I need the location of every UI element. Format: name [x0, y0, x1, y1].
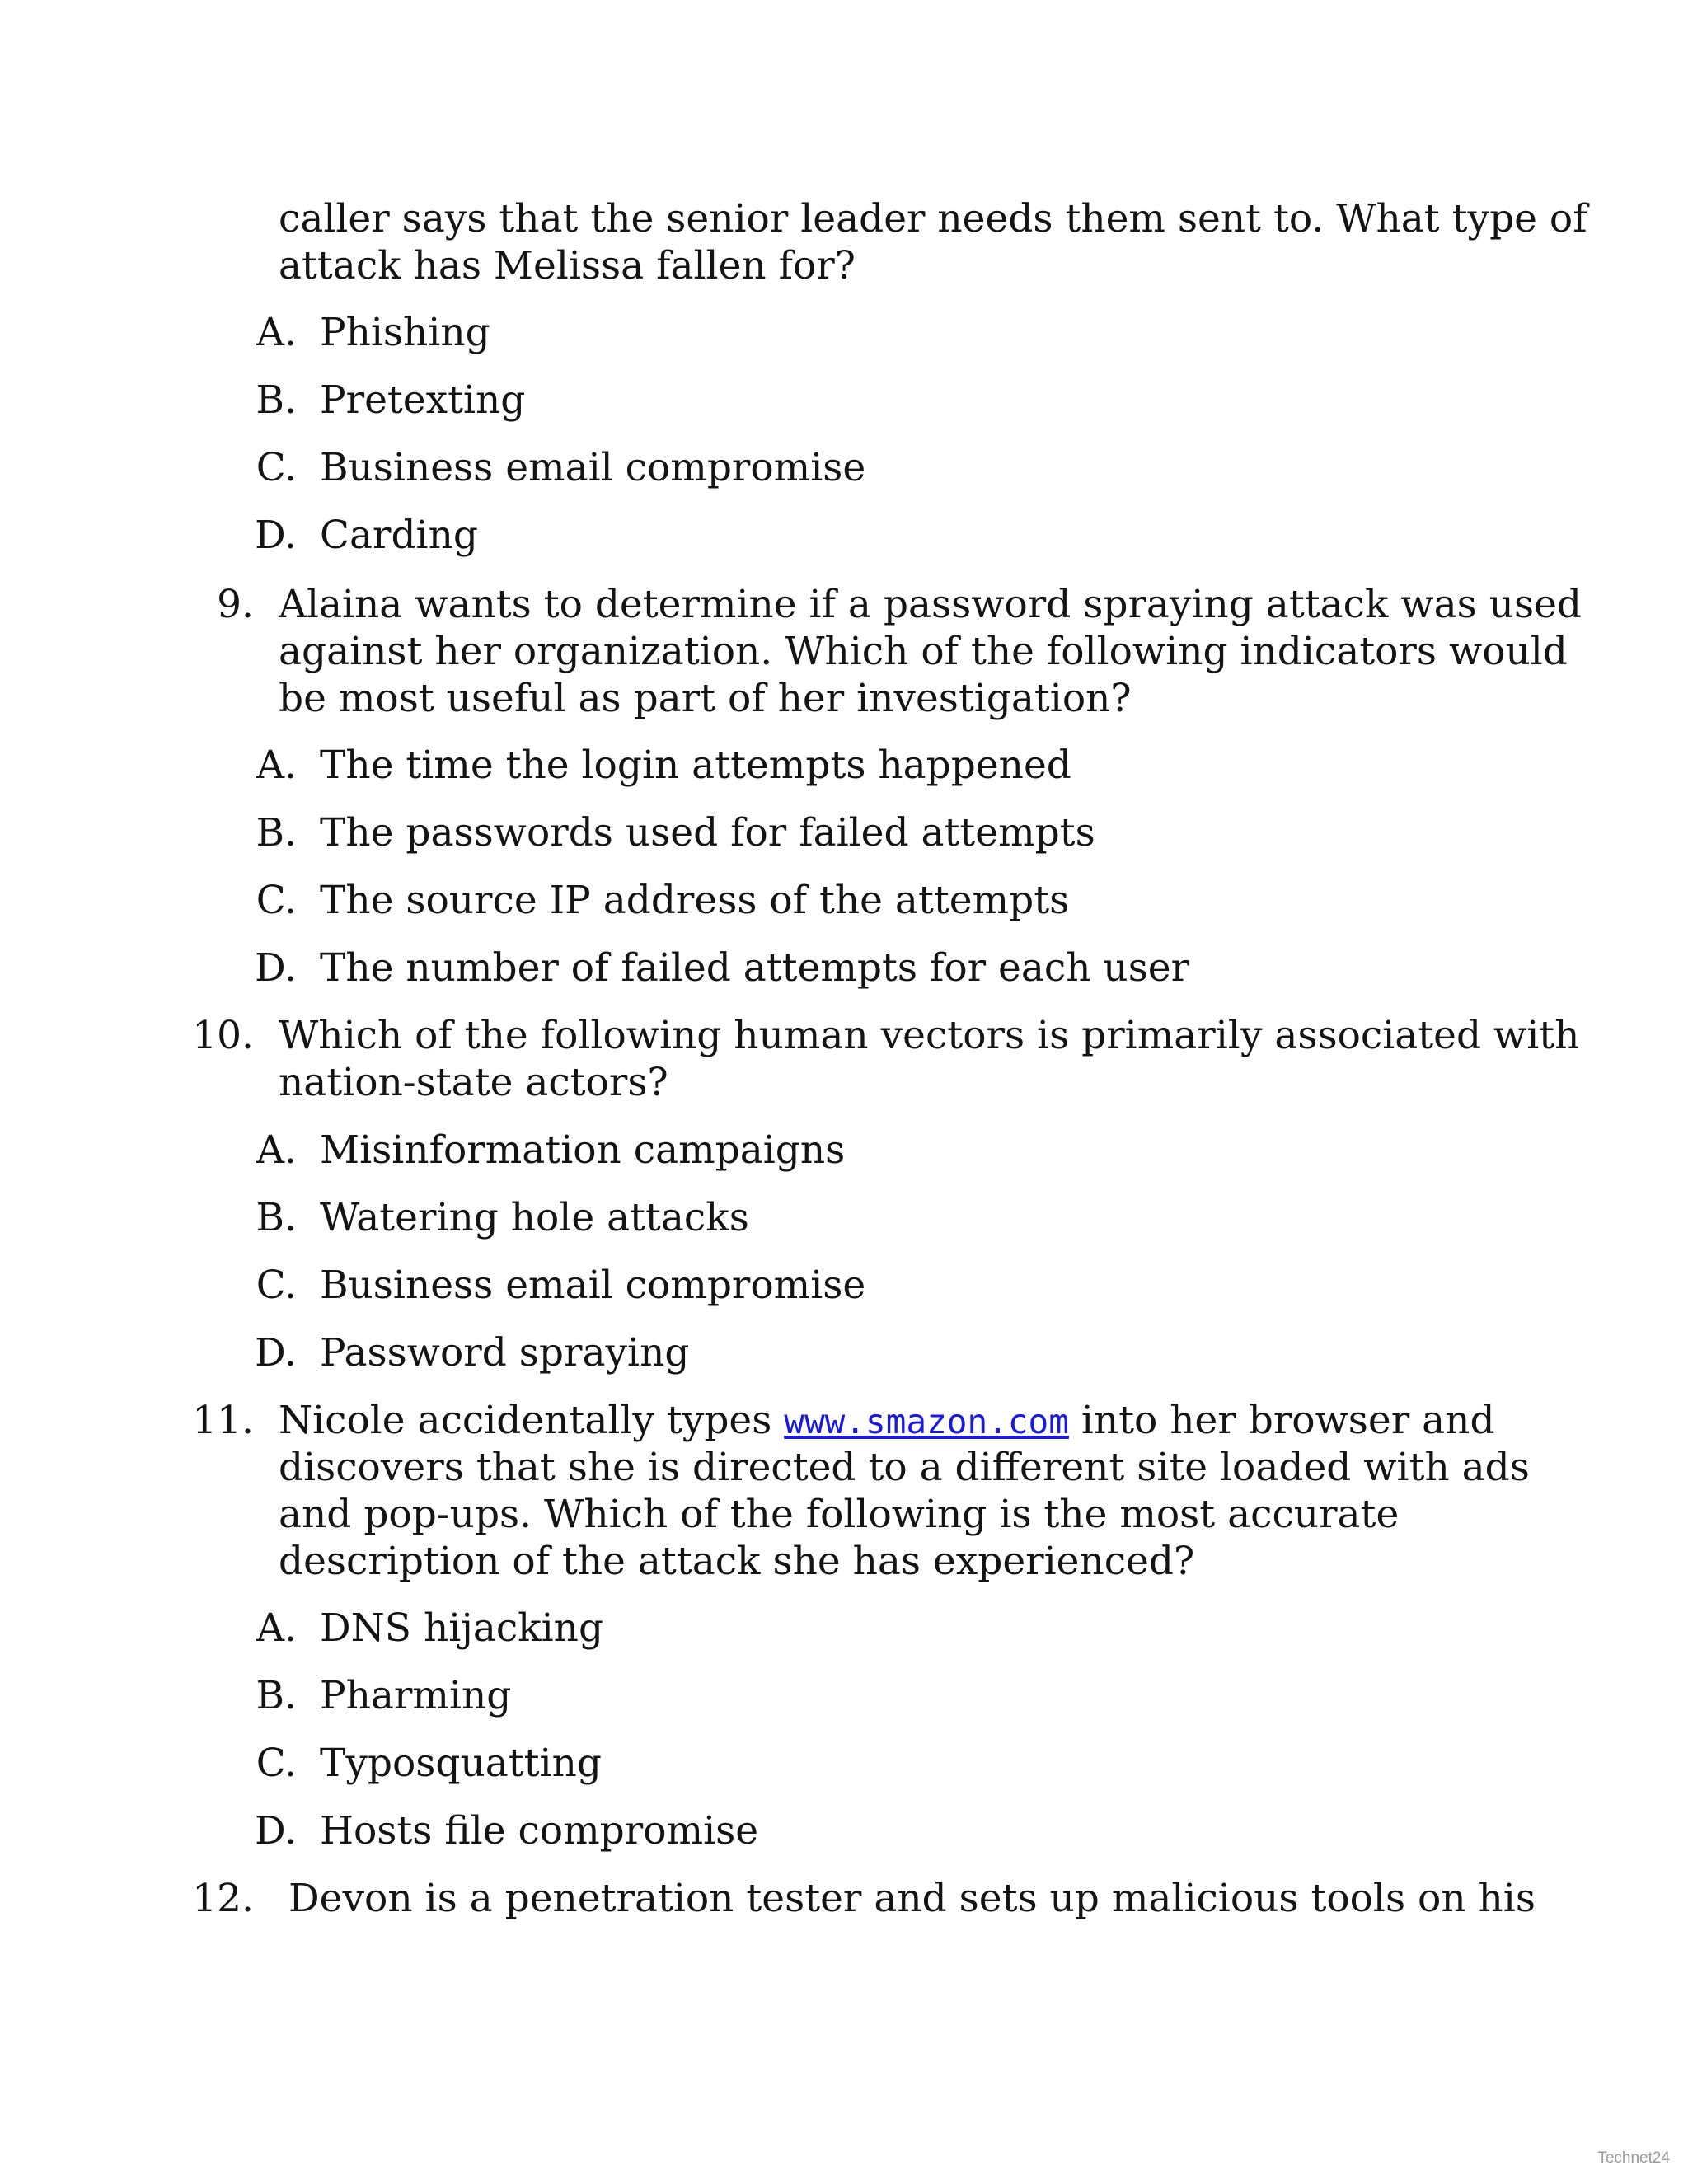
option-letter: D.: [255, 1330, 297, 1376]
option-letter: A.: [256, 1605, 297, 1651]
question-12-stem-line-1: Devon is a penetration tester and sets up malicious tools on his: [288, 1876, 1536, 1921]
option-letter: C.: [256, 1741, 297, 1786]
question-9-number: 9.: [217, 582, 254, 627]
option-text: The number of failed attempts for each user: [320, 945, 1190, 991]
stem-text: into her browser and: [1068, 1398, 1495, 1443]
url-link[interactable]: www.smazon.com: [784, 1402, 1069, 1441]
option-letter: B.: [256, 810, 297, 855]
option-letter: A.: [256, 1127, 297, 1173]
question-10-stem-line-1: Which of the following human vectors is primarily associated with: [279, 1013, 1580, 1058]
option-text: Business email compromise: [320, 1263, 866, 1308]
question-11-number: 11.: [192, 1398, 254, 1443]
option-text: Watering hole attacks: [320, 1195, 749, 1240]
question-12-number: 12.: [192, 1876, 254, 1921]
option-text: The source IP address of the attempts: [320, 878, 1070, 923]
option-text: Business email compromise: [320, 445, 866, 490]
option-letter: D.: [255, 945, 297, 991]
question-11-stem-line-1: [279, 1397, 1498, 1446]
question-9-stem-line-2: against her organization. Which of the following indicators would: [279, 629, 1568, 674]
question-9-stem-line-3: be most useful as part of her investigation?: [279, 676, 1132, 721]
option-letter: B.: [256, 377, 297, 423]
option-letter: B.: [256, 1673, 297, 1718]
question-9-stem-line-1: Alaina wants to determine if a password spraying attack was used: [279, 582, 1582, 627]
question-11-stem-line-2: discovers that she is directed to a different site loaded with ads: [279, 1445, 1530, 1490]
question-8-stem-line-2: attack has Melissa fallen for?: [279, 243, 856, 288]
option-text: Password spraying: [320, 1330, 690, 1376]
question-11-stem-line-3: and pop-ups. Which of the following is the most accurate: [279, 1492, 1400, 1537]
option-letter: C.: [256, 878, 297, 923]
question-11-stem-line-4: description of the attack she has experienced?: [279, 1539, 1195, 1584]
watermark: Technet24: [1597, 2149, 1670, 2167]
option-text: Carding: [320, 513, 478, 558]
option-letter: C.: [256, 1263, 297, 1308]
option-letter: B.: [256, 1195, 297, 1240]
option-text: DNS hijacking: [320, 1605, 604, 1651]
option-text: Phishing: [320, 310, 490, 355]
question-10-stem-line-2: nation-state actors?: [279, 1060, 668, 1105]
option-letter: D.: [255, 1808, 297, 1854]
question-8-stem-line-1: caller says that the senior leader needs them sent to. What type of: [279, 196, 1587, 241]
option-letter: C.: [256, 445, 297, 490]
option-text: The time the login attempts happened: [320, 743, 1071, 788]
option-letter: A.: [256, 743, 297, 788]
stem-text: Nicole accidentally types: [279, 1398, 785, 1443]
option-letter: A.: [256, 310, 297, 355]
option-text: Pretexting: [320, 377, 526, 423]
option-text: Hosts file compromise: [320, 1808, 759, 1854]
option-text: Typosquatting: [320, 1741, 602, 1786]
option-text: Misinformation campaigns: [320, 1127, 846, 1173]
question-10-number: 10.: [192, 1013, 254, 1058]
option-text: Pharming: [320, 1673, 512, 1718]
option-letter: D.: [255, 513, 297, 558]
option-text: The passwords used for failed attempts: [320, 810, 1095, 855]
